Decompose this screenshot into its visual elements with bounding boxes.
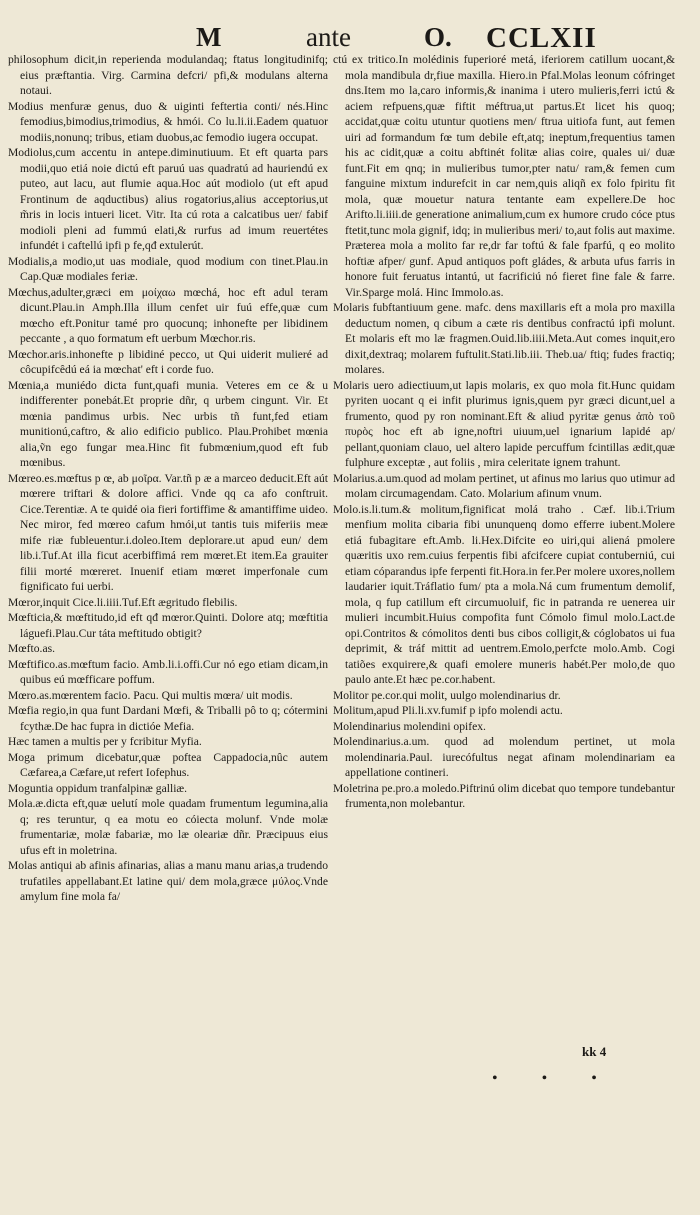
section-letter-right: O. <box>424 22 452 52</box>
left-column <box>8 52 328 905</box>
folio-number: CCLXII <box>486 22 597 54</box>
dictionary-entry: Mœftifico.as.mœftum facio. Amb.li.i.offi.Cur nó ego etiam dicam,in quibus eú mœfficare poffum. <box>8 657 328 686</box>
running-title: ante <box>306 22 351 52</box>
signature-mark: kk 4 <box>582 1044 607 1059</box>
dictionary-entry: Molarius.a.um.quod ad molam pertinet, ut afinus mo larius quo utimur ad molam circumagendam. Cato. Molarium afinum vnum. <box>333 471 675 500</box>
section-letter-left: M <box>196 22 222 52</box>
dictionary-entry: Molo.is.li.tum.& molitum,fignificat molá traho . Cæf. lib.i.Trium menfium molita cibaria fibi ununquenq domo efferre iubent.Molere etiá fubagitare eft.Amb. li.Hex.Difcite eo uiri,qui aliená pmolere quæritis uxo rem.cuius ferpentis fibi afcifcere cupiat contuberniú, cui etiam cóparandus ipfe ferpenti fit.Hora.in fer.Per molere uxores,nollem laudarier iquit.Tráflatio fum/ pta a mola.Ná cum frumentum demolif, mola, q fup catillum eft circumuoluif, fic in patranda re uenerea uir mulieri incumbit.Huius compofita funt Cómolo fimul molo.Lact.de opi.Contritos & cómolitos denti bus cibos colligit,& cóglobatos ui fua deprimit, & tráf mittit ad uentrem.Emolo,perfcte molo.Amb. Cogi tatiões exquirere,& quafi emolere muneris habét.Per molo,de quo paulo ante.Et hæc pe.cor.habent. <box>333 502 675 686</box>
dictionary-entry: Mœror,inquit Cice.li.iiii.Tuf.Eft ægritudo flebilis. <box>8 595 238 609</box>
dictionary-entry: Mœreo.es.mœftus p œ, ab μοῖρα. Var.tñ p æ a marceo deducit.Eft aút mœrere triftari & dolore affici. Vnde qq ca afo conftruit. Cice.Terentiæ. A te quidé oia fieri fortiffime & amantiffime uideo. Nec miror, fed mœreo cafum hmói,ut tantis tuis miferiis meæ mife riæ fubleuentur.i.doleo.Item deplorare.ut apud eun/ dem lib.i.Tuf.At illa ficut acerbiffimá rem mœret.Et item.Ea grauiter filii morté mœreret. Inuenif etiam mœret imperfonale cum fignificato fui uerbi. <box>8 471 328 593</box>
dictionary-entry: Molaris uero adiectiuum,ut lapis molaris, ex quo mola fit.Hunc quidam pyriten uocant q ei infit plurimus ignis,quem pyr græci dicunt,uel a frumento, quod py ron nominant.Eft & aliud pyritæ genus ἀπὸ τοῦ πυρὸς hoc eft ab igne,noftri uiuum,uel ignarium lapidé ap/ pellant,quoniam clauo, uel altero lapide percuffum fcintillas ædit,quæ fulphure exceptæ , aut foliis , mira celeritate ignem trahunt. <box>333 378 675 469</box>
dictionary-entry: philosophum dicit,in reperienda modulandaq; ftatus longitudinifq; eius præftantia. Virg. Carmina defcri/ pfi,& modulans alterna notaui. <box>8 53 328 97</box>
dictionary-entry: Molitor pe.cor.qui molit, uulgo molendinarius dr. <box>333 688 561 702</box>
dictionary-entry: Mœnia,a muniédo dicta funt,quafi munia. Veteres em ce & u indifferenter ponebát.Et proprie dñr, q urbem cingunt. Vir. Et mœnia pandimus urbis. Nec urbis tñ funt,fed etiam munitionú,caftro, & alio edificio publico. Plau.Prohibet mœnia alia,ṽn ego fungar mea.Hinc fit fubmœnium,quod eft fub mœnibus. <box>8 378 328 469</box>
dictionary-entry: Molas antiqui ab afinis afinarias, alias a manu manu arias,a trudendo trufatiles appellabant.Et latine qui/ dem mola,græce μύλος.Vnde amylum fine mola fa/ <box>8 859 328 903</box>
dictionary-entry: Molaris fubftantiuum gene. mafc. dens maxillaris eft a mola pro maxilla deductum nomen, q cibum a cæte ris dentibus confractú ipfi molunt. Et molaris eft mo læ fragmen.Ouid.lib.iiii.Meta.Aut comes inquit,ero dixit,dextraq; molarem fuftulit.Stati.lib.iii. Theb.ua/ ftiq; fudes fractiq; molares. <box>333 301 675 376</box>
dictionary-entry: Mœfia regio,in qua funt Dardani Mœfi, & Triballi pô to q; cótermini fcythæ.De hac fupra in dictióe Mefia. <box>8 704 328 733</box>
dictionary-entry: Modiolus,cum accentu in antepe.diminutiuum. Et eft quarta pars modii,quo etiá noie dictú eft paruú uas quadratú ad hauriendú ex puteo, aut lacu, aut flumie aqua.Hoc aút modiolo (ut eft apud Frontinum de aqductibus) alius rogatorius,alius acceptorius,ut m̃ris in locis intueri licet. Vitr. Ita cú rota a calcatibus uer/ fabif modioli pleni ad fummú elati,& rurfus ad imum reuertétes infundét i caftellú ipfi p fe,qđ extulerút. <box>8 146 328 252</box>
dictionary-entry: Molendinarius molendini opifex. <box>333 719 486 733</box>
dictionary-entry: Mœchus,adulter,græci em μοίχαω mœchá, hoc eft adul teram dicunt.Plau.in Amph.Illa illum cenfet uir fuú effe,quæ cum mœcho eft.Ponitur tamé pro quocunq; inhonefte per libidinem peccante , a quo formatum eft uerbum Mœchor.ris. <box>8 285 328 345</box>
right-column <box>333 52 675 812</box>
dictionary-entry: ctú ex tritico.In molédinis fuperioré metá, iferiorem catillum uocant,& mola mandibula dr,fiue maxilla. Hiero.in Pfal.Molas leonum cófringet dns.Item mo la,caro informis,& inanima i utero mulieris,ferri ictú & aciem refpuens,quæ fiftit méftrua,ut partus.Et licet his quoq; accidat,quæ coitu utuntur quotiens men/ ftrua uitiofa funt, aut femen uiri ad formandum fœ tum debile eft,atq; ineptum,frequentius tamen his ac cidit,quæ a coitu abftinét folitæ alias coire, quales ui/ duæ funt.Fit em qnq; in mulieribus tumor,pter natu/ ram,& femen cum fanguine mixtum indurefcit in car nem,quis aliqñ ex folo fpiritu fit mola, quæ mouetur natura tentante eam expellere.De hoc Arifto.li.iiii.de generatione animalium,cum ex humore crudo cóce ptus ftetit,tunc mola gignif, idq; in mulieribus meri/ to,aut folis aut maxime. Præterea mola a molito far re,dr far toftú & fale fparfú, q eo molito hoftiæ afper/ gunf. Apud antiquos poft gládes, & arbuta ufus farris in honore fuit feruatus intantú, ut facrificiú nó fieret fine fale & farre. Vir.Sparge molá. Hinc Immolo.as. <box>333 53 675 299</box>
dictionary-entry: Molendinarius.a.um. quod ad molendum pertinet, ut mola molendinaria.Paul. iurecófultus negat afinam molendinariam ea appellatione contineri. <box>333 735 675 779</box>
decorative-dots: • • • <box>492 1070 617 1087</box>
dictionary-entry: Modius menfuræ genus, duo & uiginti feftertia conti/ nés.Hinc femodius,bimodius,trimodius, & hmói. Co lu.li.ii.Eadem quatuor modiis,nonunq; tribus, etiam duobus,ac femodio iugera occupat. <box>8 99 328 144</box>
dictionary-entry: Mœfticia,& mœftitudo,id eft qđ mœror.Quinti. Dolore atq; mœftitia láguefi.Plau.Cur táta meftitudo obtigit? <box>8 611 328 640</box>
dictionary-entry: Mœro.as.mœrentem facio. Pacu. Qui multis mœra/ uit modis. <box>8 688 293 702</box>
dictionary-entry: Mola.æ.dicta eft,quæ uelutí mole quadam frumentum legumina,alia q; res teruntur, q ea motu eo cóiecta molunf. Vnde molæ frumentariæ, molæ fabariæ, mo læ oleariæ dñr. Præcipuus eius ufus eft in moletrina. <box>8 797 328 857</box>
dictionary-entry: Mœfto.as. <box>8 642 56 655</box>
running-head <box>0 22 700 56</box>
dictionary-entry: Moletrina pe.pro.a moledo.Piftrinú olim dicebat quo tempore tundebantur frumenta,non molebantur. <box>333 781 675 810</box>
dictionary-entry: Modialis,a modio,ut uas modiale, quod modium con tinet.Plau.in Cap.Quæ modiales feriæ. <box>8 254 328 283</box>
dictionary-entry: Mœchor.aris.inhonefte p libidiné pecco, ut Qui uiderit mulieré ad côcupifcêdú eá ia mœchat' eft i corde fuo. <box>8 347 328 376</box>
dictionary-entry: Molitum,apud Pli.li.xv.fumif p ipfo molendi actu. <box>333 704 563 717</box>
dictionary-entry: Moga primum dicebatur,quæ poftea Cappadocia,nûc autem Cæfarea,a Cæfare,ut refert Iofephus. <box>8 750 328 779</box>
dictionary-entry: Hæc tamen a multis per y fcribitur Myfia. <box>8 735 202 748</box>
dictionary-entry: Moguntia oppidum tranfalpinæ galliæ. <box>8 781 188 795</box>
